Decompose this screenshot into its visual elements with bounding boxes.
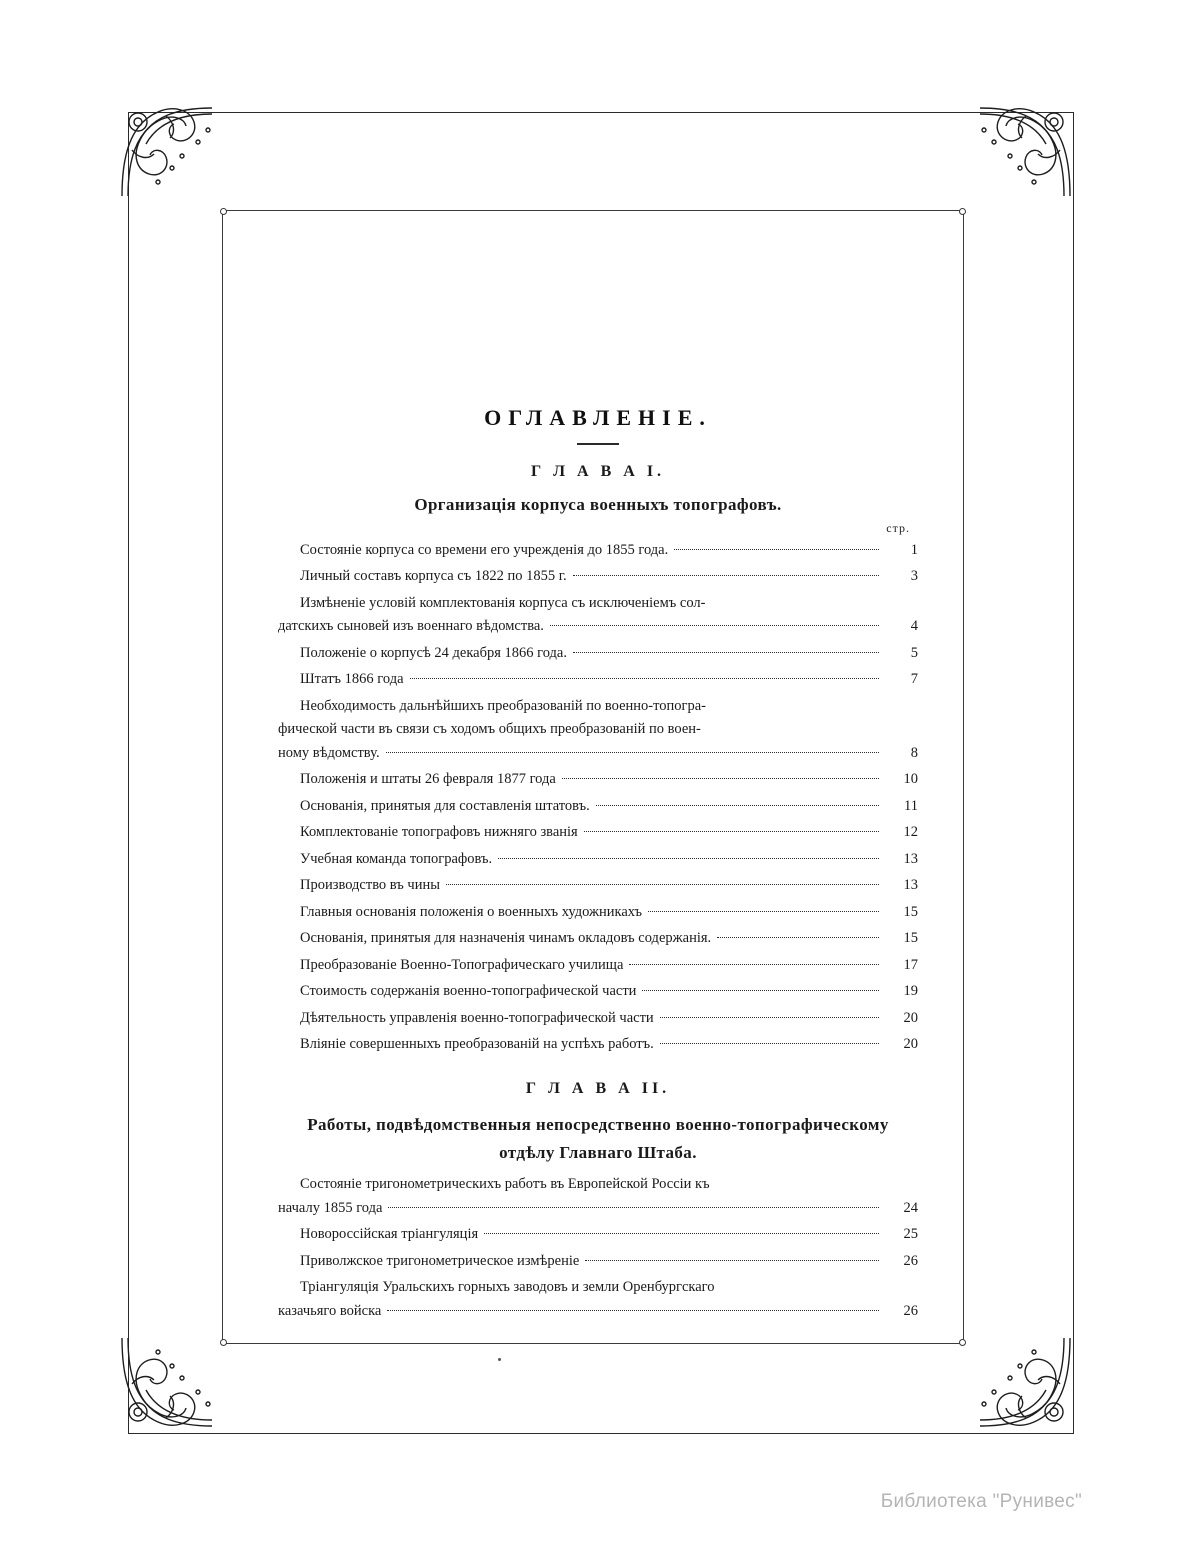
- list-item[interactable]: [278, 795, 918, 818]
- ink-speck: [498, 1358, 501, 1361]
- list-item[interactable]: [278, 954, 918, 977]
- list-item[interactable]: [278, 980, 918, 1003]
- toc-entry-label: Штатъ 1866 года: [300, 671, 404, 688]
- list-item[interactable]: [278, 539, 918, 562]
- dot-leader: [498, 858, 879, 859]
- toc-entry-page: 20: [903, 1009, 918, 1026]
- toc-entry-label: Производство въ чины: [300, 877, 440, 894]
- toc-entry-label: Положеніе о корпусѣ 24 декабря 1866 года.: [300, 644, 567, 661]
- toc-list-chapter-1: [278, 539, 918, 1057]
- frame-corner-dot: [220, 1339, 227, 1346]
- list-item[interactable]: [278, 1250, 918, 1273]
- dot-leader: [642, 990, 879, 991]
- toc-entry-label-continued: фической части въ связи съ ходомъ общихъ преобразованій по воен-: [278, 721, 701, 738]
- toc-entry-label: Комплектованіе топографовъ нижняго званія: [300, 824, 578, 841]
- toc-entry-label: Личный составъ корпуса съ 1822 по 1855 г.: [300, 568, 567, 585]
- toc-entry-page: 15: [903, 903, 918, 920]
- list-item[interactable]: [278, 768, 918, 791]
- chapter-1-title: Организація корпуса военныхъ топографовъ.: [414, 495, 782, 514]
- dot-leader: [387, 1310, 879, 1311]
- toc-entry-page: 4: [910, 618, 918, 635]
- toc-entry-label: Измѣненіе условій комплектованія корпуса съ исключеніемъ сол-: [300, 594, 706, 611]
- list-item[interactable]: [278, 1173, 918, 1220]
- toc-entry-label: Преобразованіе Военно-Топографическаго училища: [300, 956, 624, 973]
- toc-entry-label: Основанія, принятыя для назначенія чинамъ окладовъ содержанія.: [300, 930, 712, 947]
- list-item[interactable]: [278, 668, 918, 691]
- toc-entry-page: 13: [903, 850, 918, 867]
- toc-entry-label-continued: началу 1855 года: [278, 1199, 383, 1216]
- dot-leader: [562, 778, 879, 779]
- list-item[interactable]: [278, 874, 918, 897]
- toc-entry-label: Необходимость дальнѣйшихъ преобразованій по военно-топогра-: [300, 697, 706, 714]
- toc-entry-label-continued: ному вѣдомству.: [278, 744, 380, 761]
- dot-leader: [585, 1260, 879, 1261]
- frame-corner-dot: [959, 208, 966, 215]
- toc-list-chapter-2: [278, 1173, 918, 1323]
- toc-entry-label: Основанія, принятыя для составленія штатовъ.: [300, 797, 590, 814]
- list-item[interactable]: [278, 695, 918, 765]
- dot-leader: [550, 625, 879, 626]
- toc-entry-page: 26: [903, 1302, 918, 1319]
- toc-entry-page: 3: [910, 568, 918, 585]
- toc-entry-page: 7: [910, 671, 918, 688]
- toc-entry-page: 1: [910, 542, 918, 558]
- toc-entry-label: Состояніе корпуса со времени его учрежденія до 1855 года.: [300, 542, 669, 558]
- ornament-corner-top-right: [972, 96, 1080, 204]
- ornament-corner-bottom-right: [972, 1330, 1080, 1438]
- toc-entry-label: Учебная команда топографовъ.: [300, 850, 493, 867]
- chapter-1-heading: Г Л А В А I.: [530, 463, 666, 480]
- toc-entry-page: 10: [903, 771, 918, 788]
- toc-entry-label: Тріангуляція Уральскихъ горныхъ заводовъ и земли Оренбургскаго: [300, 1279, 715, 1296]
- list-item[interactable]: [278, 1276, 918, 1323]
- dot-leader: [717, 937, 879, 938]
- dot-leader: [446, 884, 879, 885]
- toc-entry-page: 5: [910, 644, 918, 661]
- toc-entry-label: Главныя основанія положенія о военныхъ художникахъ: [300, 903, 642, 920]
- ornament-corner-bottom-left: [112, 1330, 220, 1438]
- list-item[interactable]: [278, 1223, 918, 1246]
- list-item[interactable]: [278, 565, 918, 588]
- dot-leader: [386, 752, 879, 753]
- table-of-contents: [278, 405, 918, 1326]
- toc-entry-page: 24: [903, 1199, 918, 1216]
- toc-entry-page: 20: [903, 1036, 918, 1053]
- dot-leader: [660, 1043, 879, 1044]
- frame-corner-dot: [959, 1339, 966, 1346]
- toc-entry-page: 11: [904, 797, 918, 814]
- ornament-corner-top-left: [112, 96, 220, 204]
- dot-leader: [596, 805, 879, 806]
- dot-leader: [584, 831, 879, 832]
- toc-entry-page: 17: [903, 956, 918, 973]
- toc-entry-page: 8: [910, 744, 918, 761]
- dot-leader: [674, 549, 879, 550]
- frame-corner-dot: [220, 208, 227, 215]
- library-watermark: Библиотека "Рунивес": [880, 1491, 1082, 1512]
- toc-entry-label: Новороссійская тріангуляція: [300, 1226, 479, 1243]
- chapter-2-heading: Г Л А В А II.: [525, 1079, 671, 1097]
- toc-entry-label-continued: датскихъ сыновей изъ военнаго вѣдомства.: [278, 618, 544, 635]
- list-item[interactable]: [278, 901, 918, 924]
- page-column-header: стр.: [886, 521, 910, 535]
- dot-leader: [629, 964, 879, 965]
- list-item[interactable]: [278, 1033, 918, 1056]
- list-item[interactable]: [278, 1007, 918, 1030]
- dot-leader: [660, 1017, 879, 1018]
- toc-entry-page: 19: [903, 983, 918, 1000]
- list-item[interactable]: [278, 821, 918, 844]
- toc-entry-page: 15: [903, 930, 918, 947]
- dot-leader: [388, 1207, 879, 1208]
- dot-leader: [410, 678, 879, 679]
- dot-leader: [573, 652, 879, 653]
- dot-leader: [484, 1233, 879, 1234]
- toc-entry-label: Состояніе тригонометрическихъ работъ въ Европейской Россіи къ: [300, 1176, 710, 1193]
- toc-entry-label: Приволжское тригонометрическое измѣреніе: [300, 1252, 580, 1269]
- toc-entry-page: 13: [903, 877, 918, 894]
- toc-entry-page: 12: [903, 824, 918, 841]
- list-item[interactable]: [278, 927, 918, 950]
- list-item[interactable]: [278, 592, 918, 639]
- dot-leader: [573, 575, 879, 576]
- toc-entry-page: 26: [903, 1252, 918, 1269]
- toc-entry-page: 25: [903, 1226, 918, 1243]
- toc-entry-label: Положенія и штаты 26 февраля 1877 года: [300, 771, 556, 788]
- page-title: ОГЛАВЛЕНІЕ.: [484, 405, 712, 430]
- title-divider: [577, 443, 619, 445]
- chapter-2-title-line2: отдѣлу Главнаго Штаба.: [499, 1143, 697, 1163]
- toc-entry-label-continued: казачьяго войска: [278, 1302, 382, 1319]
- chapter-2-title: Работы, подвѣдомственныя непосредственно военно-топографическому: [307, 1114, 889, 1134]
- list-item[interactable]: [278, 848, 918, 871]
- toc-entry-label: Дѣятельность управленія военно-топографической части: [300, 1009, 654, 1026]
- toc-entry-label: Стоимость содержанія военно-топографической части: [300, 983, 637, 1000]
- list-item[interactable]: [278, 642, 918, 665]
- toc-entry-label: Вліяніе совершенныхъ преобразованій на успѣхъ работъ.: [300, 1036, 654, 1053]
- dot-leader: [648, 911, 879, 912]
